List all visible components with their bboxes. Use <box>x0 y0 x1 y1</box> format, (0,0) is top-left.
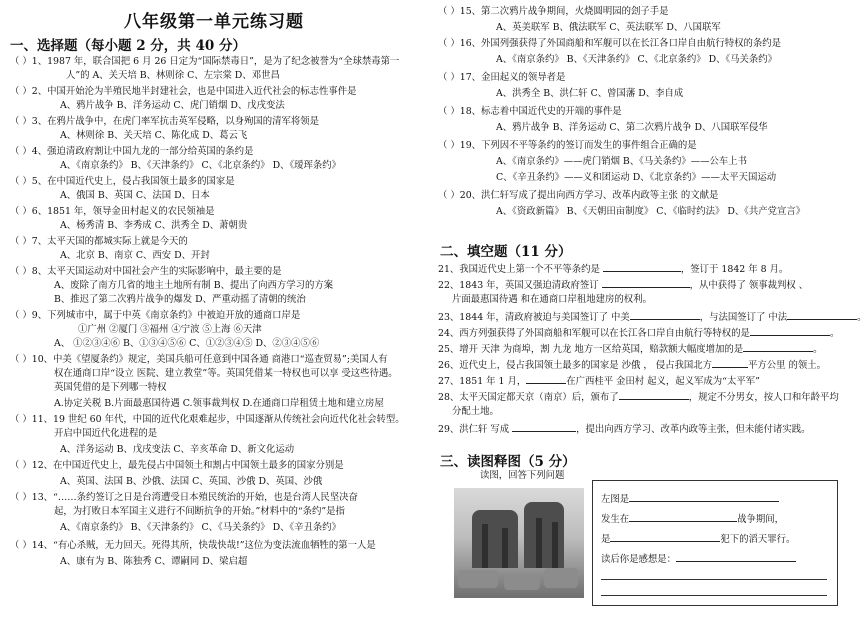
q18-options: A、鸦片战争 B、洋务运动 C、第二次鸦片战争 D、八国联军侵华 <box>496 122 768 133</box>
q5: （ ）5、在中国近代史上，侵占我国领土最多的国家是 <box>10 176 235 187</box>
q11-options: A、洋务运动 B、戊戌变法 C、辛亥革命 D、新文化运动 <box>60 444 295 455</box>
q8: （ ）8、太平天国运动对中国社会产生的实际影响中，最主要的是 <box>10 266 282 277</box>
q13: （ ）13、“……条约签订之日是台湾遭受日本殖民统治的开始，也是台湾人民坚决奋 <box>10 492 358 503</box>
q14-options: A、康有为 B、陈独秀 C、谭嗣同 D、梁启超 <box>60 556 248 567</box>
fill-22: 22、1843 年，英国又强迫清政府签订 ，从中获得了 领事裁判权 、 <box>438 280 809 291</box>
q19-options-2: C、《辛丑条约》——义和团运动 D、《北京条约》——太平天国运动 <box>496 172 777 183</box>
blank-29[interactable] <box>512 422 576 432</box>
box-blank-3[interactable] <box>610 532 720 542</box>
fill-23: 23、1844 年，清政府被迫与美国签订了 中美 ，与法国签订了 中法 。 <box>438 312 867 323</box>
box-blank-2[interactable] <box>629 512 737 522</box>
blank-22[interactable] <box>602 278 690 288</box>
q17-options: A、洪秀全 B、洪仁轩 C、曾国藩 D、李自成 <box>496 88 684 99</box>
blank-23a[interactable] <box>630 310 700 320</box>
q10-line2: 权在通商口岸“设立 医院、建立教堂”等。英国凭借某一特权也可以享 受这些待遇。 <box>54 368 398 379</box>
fill-28: 28、太平天国定都天京（南京）后，颁布了 ，规定不分男女，按人口和年龄平均 <box>438 392 839 403</box>
q3-options: A、林则徐 B、关天培 C、陈化成 D、葛云飞 <box>60 130 248 141</box>
q11-line2: 开启中国近代化进程的是 <box>54 428 158 439</box>
q19: （ ）19、下列因不平等条约的签订而发生的事件组合正确的是 <box>438 140 697 151</box>
q2-options: A、鸦片战争 B、洋务运动 C、虎门销烟 D、戊戌变法 <box>60 100 285 111</box>
section2-heading: 二、填空题（11 分） <box>440 244 572 260</box>
box-line-3: 是 犯下的滔天罪行。 <box>601 534 796 545</box>
blank-24[interactable] <box>750 326 830 336</box>
q15-options: A、英美联军 B、俄法联军 C、英法联军 D、八国联军 <box>496 22 721 33</box>
q15: （ ）15、第二次鸦片战争期间，火烧圆明园的刽子手是 <box>438 6 669 17</box>
blank-21[interactable] <box>603 262 681 272</box>
q10: （ ）10、中美《望厦条约》规定，美国兵船可任意到中国各通 商港口“巡查贸易”;美国人有 <box>10 354 388 365</box>
box-line-1: 左图是 <box>601 491 779 505</box>
box-line-2: 发生在 战争期间， <box>601 514 785 525</box>
fill-25: 25、增开 天津 为商埠，割 九龙 地方一区给英国，赔款额大幅度增加的是 。 <box>438 344 823 355</box>
q2: （ ）2、中国开始沦为半殖民地半封建社会，也是中国进入近代社会的标志性事件是 <box>10 86 357 97</box>
q1: （ ）1、1987 年，联合国把 6 月 26 日定为“国际禁毒日”，是为了纪念被誉为“全球禁毒第一 <box>10 56 400 67</box>
blank-28[interactable] <box>619 390 689 400</box>
fill-28-cont: 分配土地。 <box>452 406 499 417</box>
blank-27[interactable] <box>526 374 566 384</box>
q12: （ ）12、在中国近代史上，最先侵占中国领土和割占中国领土最多的国家分别是 <box>10 460 344 471</box>
fill-27: 27、1851 年 1 月， 在广西桂平 金田村 起义，起义军成为“太平军” <box>438 376 760 387</box>
q18: （ ）18、标志着中国近代史的开端的事件是 <box>438 106 622 117</box>
q19-options-1: A、《南京条约》——虎门销烟 B、《马关条约》——公车上书 <box>496 156 748 167</box>
q13-options: A、《南京条约》 B、《天津条约》 C、《马关条约》 D、《辛丑条约》 <box>60 522 342 533</box>
fill-24: 24、西方列强获得了外国商船和军舰可以在长江各口岸自由航行等特权的是 。 <box>438 328 840 339</box>
q6-options: A、杨秀清 B、李秀成 C、洪秀全 D、萧朝贵 <box>60 220 248 231</box>
blank-23b[interactable] <box>787 310 857 320</box>
q10-line3: 英国凭借的是下列哪一特权 <box>54 382 167 393</box>
section3-heading: 三、读图释图（5 分） <box>440 454 576 470</box>
blank-26[interactable] <box>712 358 748 368</box>
q10-options: A.协定关税 B.片面最惠国待遇 C.领事裁判权 D.在通商口岸租赁土地和建立房屋 <box>54 398 384 409</box>
q4-options: A、《南京条约》 B、《天津条约》 C、《北京条约》 D、《瑷珲条约》 <box>60 160 342 171</box>
q14: （ ）14、“有心杀贼，无力回天。死得其所，快哉快哉!”这位为变法流血牺牲的第一人是 <box>10 540 376 551</box>
box-write-line-1[interactable] <box>601 579 827 580</box>
box-blank-4[interactable] <box>676 552 796 562</box>
section1-heading: 一、选择题（每小题 2 分，共 40 分） <box>10 38 246 54</box>
q1-options: 人”的 A、关天培 B、林则徐 C、左宗棠 D、邓世昌 <box>66 70 280 81</box>
q9: （ ）9、下列城市中，属于中英《南京条约》中被迫开放的通商口岸是 <box>10 310 301 321</box>
q17: （ ）17、金田起义的领导者是 <box>438 72 566 83</box>
q16: （ ）16、外国列强获得了外国商船和军舰可以在长江各口岸自由航行特权的条约是 <box>438 38 782 49</box>
fill-22-cont: 片面最惠国待遇 和在通商口岸租地建房的权利。 <box>452 294 652 305</box>
q12-options: A、英国、法国 B、沙俄、法国 C、英国、沙俄 D、英国、沙俄 <box>60 476 323 487</box>
q8-options-2: B、推迟了第二次鸦片战争的爆发 D、严重动摇了清朝的统治 <box>54 294 306 305</box>
fill-21: 21、我国近代史上第一个不平等条约是 ，签订于 1842 年 8 月。 <box>438 264 789 275</box>
answer-box <box>592 480 838 606</box>
q20-options: A、《资政新篇》 B、《天朝田亩制度》 C、《临时约法》 D、《共产党宣言》 <box>496 206 806 217</box>
blank-25[interactable] <box>743 342 813 352</box>
box-line-4: 读后你是感想是： <box>601 551 796 565</box>
q8-options-1: A、废除了南方几省的地主土地所有制 B、提出了向西方学习的方案 <box>54 280 334 291</box>
q11: （ ）11、19 世纪 60 年代，中国的近代化艰难起步，中国逐渐从传统社会向近代化社会转型。 <box>10 414 405 425</box>
page-title: 八年级第一单元练习题 <box>124 12 304 32</box>
q9-options: A、 ①②③④⑥ B、①③④⑤⑥ C、①②③④⑤ D、②③④⑤⑥ <box>54 338 320 349</box>
q7-options: A、北京 B、南京 C、西安 D、开封 <box>60 250 210 261</box>
q13-line2: 起，为打败日本军国主义进行不间断抗争的开始。”材料中的“条约”是指 <box>54 506 345 517</box>
q9-cities: ①广州 ②厦门 ③福州 ④宁波 ⑤上海 ⑥天津 <box>78 324 262 335</box>
box-write-line-2[interactable] <box>601 595 827 596</box>
q4: （ ）4、强迫清政府割让中国九龙的一部分给英国的条约是 <box>10 146 254 157</box>
q5-options: A、俄国 B、英国 C、法国 D、日本 <box>60 190 210 201</box>
q3: （ ）3、在鸦片战争中，在虎门率军抗击英军侵略，以身殉国的清军将领是 <box>10 116 319 127</box>
q16-options: A、《南京条约》 B、《天津条约》 C、《北京条约》 D、《马关条约》 <box>496 54 778 65</box>
q6: （ ）6、1851 年，领导金田村起义的农民领袖是 <box>10 206 215 217</box>
box-blank-1[interactable] <box>629 492 779 502</box>
section3-instruction: 读图，回答下列问题 <box>480 470 565 481</box>
yuanmingyuan-ruins-image <box>454 488 584 598</box>
q20: （ ）20、洪仁轩写成了提出向西方学习、改革内政等主张 的文献是 <box>438 190 719 201</box>
q7: （ ）7、太平天国的都城实际上就是今天的 <box>10 236 188 247</box>
fill-29: 29、洪仁轩 写成 ，提出向西方学习、改革内政等主张，但未能付诸实践。 <box>438 424 811 435</box>
fill-26: 26、近代史上，侵占我国领土最多的国家是 沙俄 ， 侵占我国北方 平方公里 的领土。 <box>438 360 826 371</box>
